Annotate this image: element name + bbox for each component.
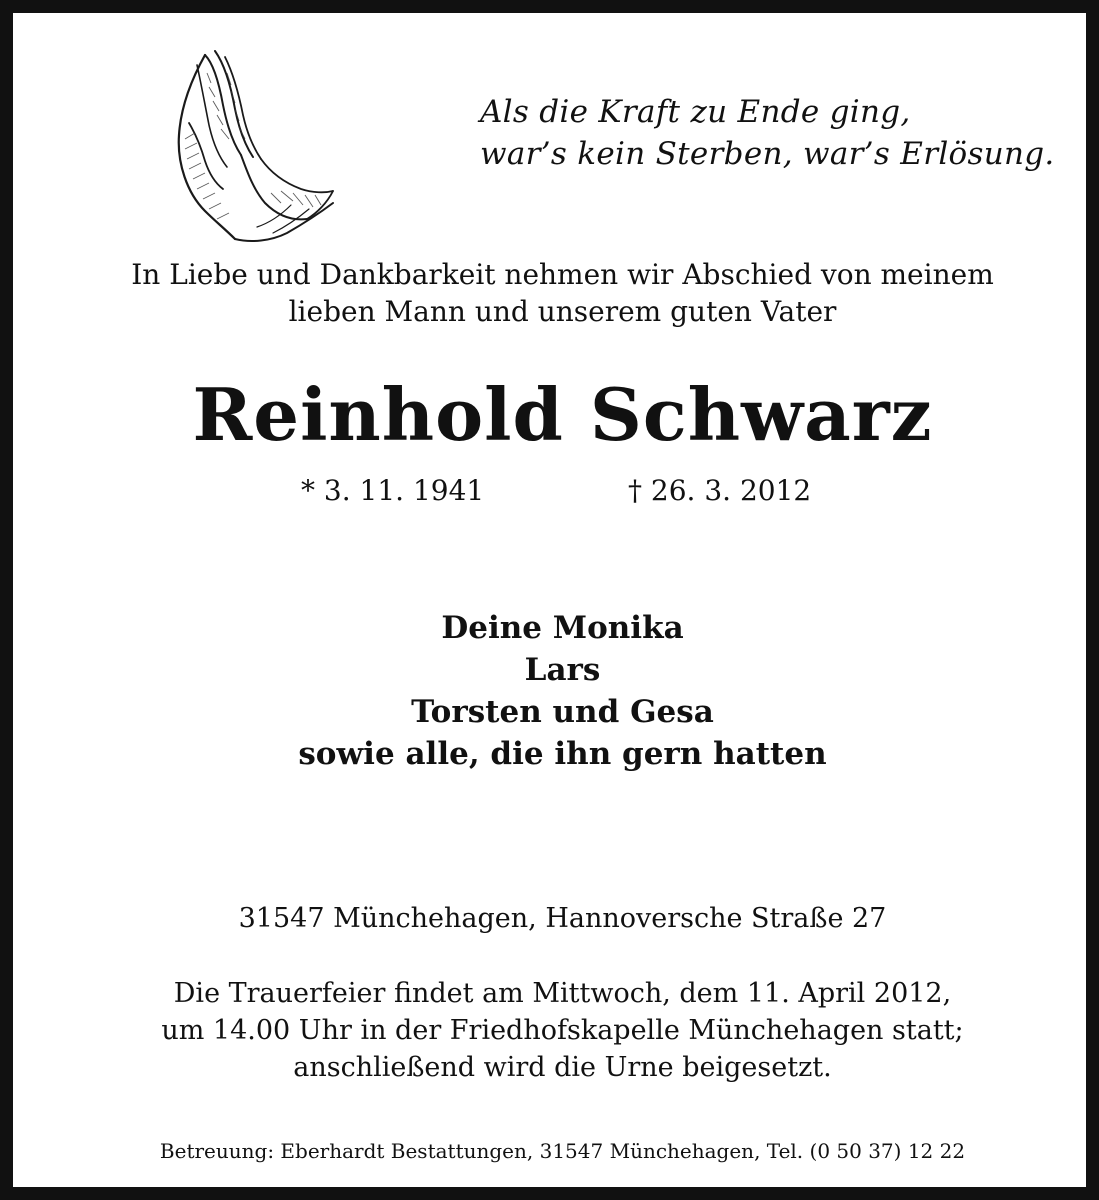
intro-text	[13, 256, 1099, 330]
verse-line-2: war’s kein Sterben, war’s Erlösung.	[480, 136, 1055, 172]
mourner-line: Torsten und Gesa	[411, 694, 714, 730]
intro-line-2: lieben Mann und unserem guten Vater	[288, 295, 837, 328]
family-address: 31547 Münchehagen, Hannoversche Straße 27	[238, 903, 887, 934]
ceremony-line-2: um 14.00 Uhr in der Friedhofskapelle Münchehagen statt;	[161, 1015, 964, 1046]
funeral-home-footer: Betreuung: Eberhardt Bestattungen, 31547 Münchehagen, Tel. (0 50 37) 12 22	[159, 1139, 966, 1163]
mourners-list	[13, 607, 1099, 775]
birth-date: * 3. 11. 1941	[301, 474, 485, 507]
praying-hands-icon	[161, 43, 339, 251]
verse	[453, 91, 1053, 175]
ceremony-line-3: anschließend wird die Urne beigesetzt.	[293, 1052, 832, 1083]
mourner-line: Deine Monika	[441, 610, 684, 646]
deceased-name: Reinhold Schwarz	[192, 372, 933, 457]
intro-line-1: In Liebe und Dankbarkeit nehmen wir Abschied von meinem	[131, 258, 994, 291]
death-date: † 26. 3. 2012	[628, 474, 812, 507]
verse-line-1: Als die Kraft zu Ende ging,	[480, 94, 911, 130]
ceremony-line-1: Die Trauerfeier findet am Mittwoch, dem 11. April 2012,	[173, 978, 952, 1009]
mourner-line: sowie alle, die ihn gern hatten	[298, 736, 827, 772]
funeral-ceremony-info	[13, 975, 1099, 1086]
mourner-line: Lars	[524, 652, 601, 688]
